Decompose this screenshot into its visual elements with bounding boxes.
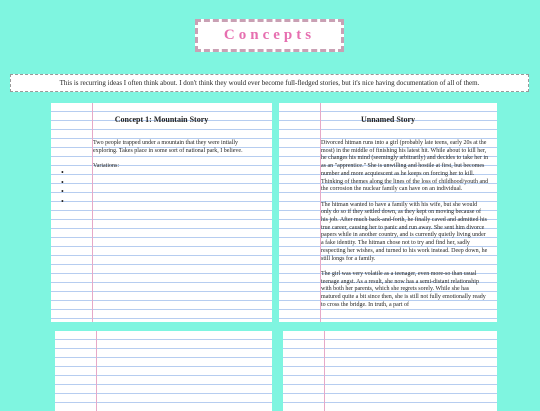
card-paragraph: Two people trapped under a mountain that they were intially exploring. Takes place in some sort of national park, I believe.: [93, 140, 243, 154]
intro-text: This is recurring ideas I often think about. I don't think they would ever become full-fledged stories, but it's nice having documentation of all of them.: [10, 74, 529, 92]
card-body: [93, 140, 264, 178]
card-paragraph: Divorced hitman runs into a girl (probably late teens, early 20s at the most) in the middle of finishing his latest hit. While about to kill her, he changes his mind (seemingly arbitrarily) and decides to take her in as an "apprentice." She is unwilling and hostile at first, but becomes number and more acquiescent as he keeps on forcing her to kill. Thinking of themes along the lines of the loss of childhood/youth and the corrosion the nuclear family can have on an individual.: [321, 140, 489, 193]
list-item: [61, 198, 64, 208]
card-body: [321, 140, 489, 317]
card-title: Concept 1: Mountain Story: [114, 115, 209, 124]
card-blank-left: [55, 331, 272, 411]
page-title: Concepts: [195, 19, 344, 52]
card-unnamed-story: [279, 103, 497, 322]
card-mountain-story: [51, 103, 272, 322]
card-blank-right: [283, 331, 497, 411]
card-paragraph: Variations:: [93, 163, 119, 170]
variations-list: [61, 169, 64, 207]
card-paragraph: The girl was very volatile as a teenager, even more-so than usual teenage angst. As a result, she now has a semi-distant relationship with both her parents, which she regrets sorely. While she has matured quite a bit since then, she is still not fully emotionally ready to cross the bridge. In truth, a part of: [321, 270, 486, 308]
card-paragraph: The hitman wanted to have a family with his wife, but she would only do so if they settled down, as they kept on moving because of his job. After much back-and-forth, he finally caved and admitted his true career, causing her to panic and run away. She sent him divorce papers while in another country, and is currently quietly living under a fake identity. The hitman chose not to try and find her, sadly respecting her wishes, and turned to his work instead. Deep down, he still longs for a family.: [321, 201, 488, 262]
card-title: Unnamed Story: [360, 115, 415, 124]
